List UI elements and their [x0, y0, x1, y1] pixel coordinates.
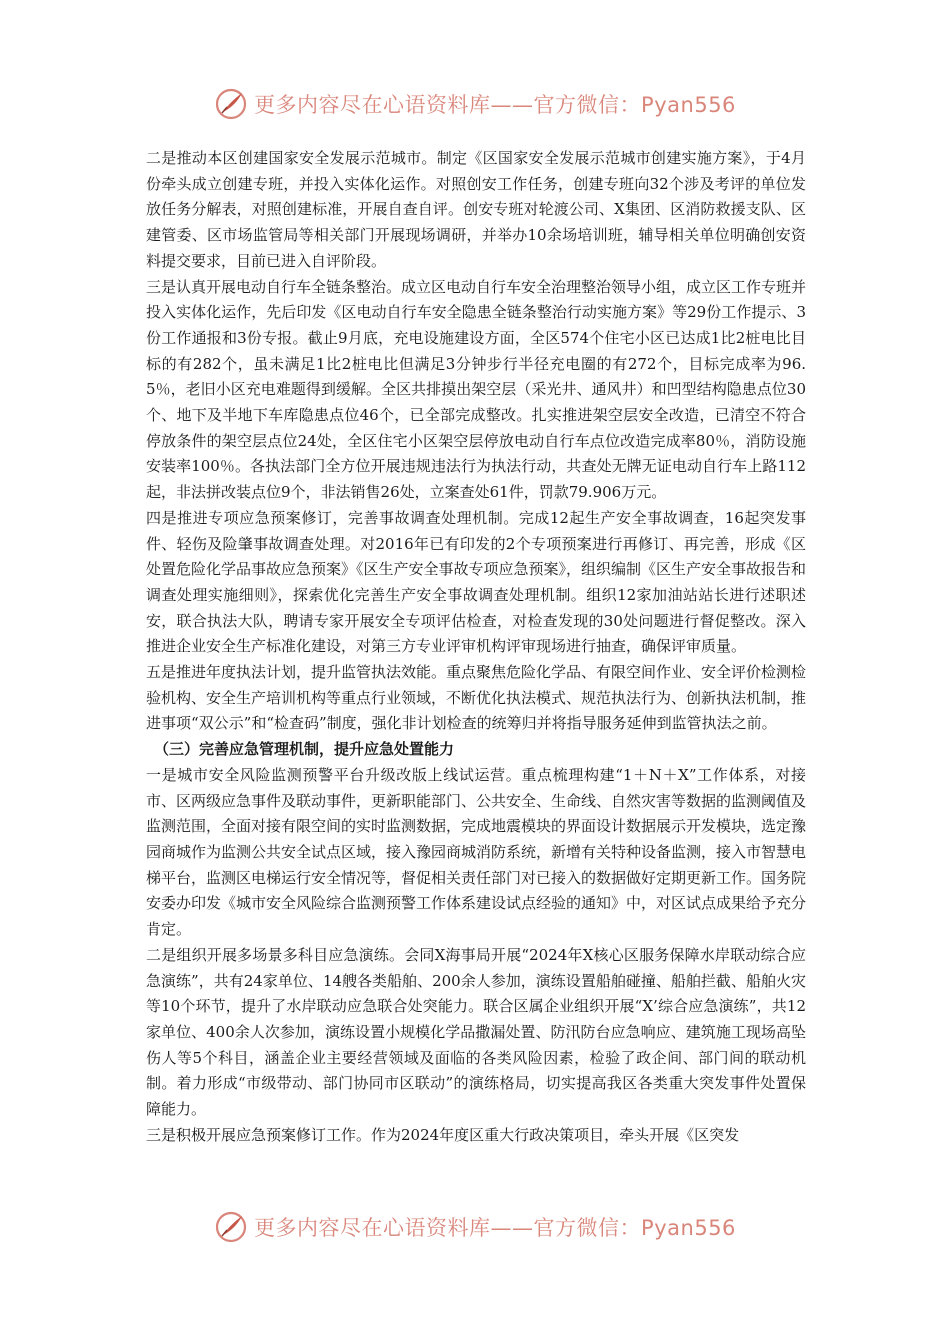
section-heading: （三）完善应急管理机制，提升应急处置能力 — [154, 740, 455, 759]
paragraph: 二是组织开展多场景多科目应急演练。会同X海事局开展“2024年X核心区服务保障水岸联动综合应急演练”，共有24家单位、14艘各类船舶、200余人参加，演练设置船舶碰撞、船舶拦截、船舶火灾等10个环节，提升了水岸联动应急联合处突能力。联合区属企业组织开展“X’综合应急演练”，共12家单位、400余人次参加，演练设置小规模化学品撒漏处置、防汛防台应急响应、建筑施工现场高坠伤人等5个科目，涵盖企业主要经营领域及面临的各类风险因素，检验了政企间、部门间的联动机制。着力形成“市级带动、部门协同市区联动”的演练格局，切实提高我区各类重大突发事件处置保障能力。 — [146, 945, 806, 1119]
quill-pen-icon — [214, 87, 248, 121]
watermark-banner-top — [0, 84, 950, 124]
paragraph: 三是认真开展电动自行车全链条整治。成立区电动自行车安全治理整治领导小组，成立区工作专班并投入实体化运作，先后印发《区电动自行车安全隐患全链条整治行动实施方案》等29份工作提示、3份工作通报和3份专报。截止9月底，充电设施建设方面，全区574个住宅小区已达成1比2桩电比目标的有282个，虽未满足1比2桩电比但满足3分钟步行半径充电圈的有272个，目标完成率为96.5％，老旧小区充电难题得到缓解。全区共排摸出架空层（采光井、通风井）和凹型结构隐患点位30个、地下及半地下车库隐患点位46个，已全部完成整改。扎实推进架空层安全改造，已清空不符合停放条件的架空层点位24处，全区住宅小区架空层停放电动自行车点位改造完成率80％，消防设施安装率100％。各执法部门全方位开展违规违法行为执法行动，共查处无牌无证电动自行车上路112起，非法拼改装点位9个，非法销售26处，立案查处61件，罚款79.906万元。 — [146, 277, 807, 502]
watermark-text: 更多内容尽在心语资料库——官方微信：Pyan556 — [254, 1216, 736, 1240]
paragraph: 四是推进专项应急预案修订，完善事故调查处理机制。完成12起生产安全事故调查，16起突发事件、轻伤及险肇事故调查处理。对2016年已有印发的2个专项预案进行再修订、再完善，形成《区处置危险化学品事故应急预案》《区生产安全事故专项应急预案》，组织编制《区生产安全事故报告和调查处理实施细则》，探索优化完善生产安全事故调查处理机制。组织12家加油站站长进行述职述安，联合执法大队，聘请专家开展安全专项评估检查，对检查发现的30处问题进行督促整改。深入推进企业安全生产标准化建设，对第三方专业评审机构评审现场进行抽查，确保评审质量。 — [146, 508, 807, 656]
document-body — [146, 146, 806, 1148]
paragraph: 一是城市安全风险监测预警平台升级改版上线试运营。重点梳理构建“1＋N＋X”工作体系，对接市、区两级应急事件及联动事件，更新职能部门、公共安全、生命线、自然灾害等数据的监测阈值及监测范围，全面对接有限空间的实时监测数据，完成地震模块的界面设计数据展示开发模块，选定豫园商城作为监测公共安全试点区域，接入豫园商城消防系统，新增有关特种设备监测，接入市智慧电梯平台，监测区电梯运行安全情况等，督促相关责任部门对已接入的数据做好定期更新工作。国务院安委办印发《城市安全风险综合监测预警工作体系建设试点经验的通知》中，对区试点成果给予充分肯定。 — [146, 765, 807, 939]
quill-pen-icon — [214, 1210, 248, 1244]
paragraph: 二是推动本区创建国家安全发展示范城市。制定《区国家安全发展示范城市创建实施方案》，于4月份牵头成立创建专班，并投入实体化运作。对照创安工作任务，创建专班向32个涉及考评的单位发放任务分解表，对照创建标准，开展自查自评。创安专班对轮渡公司、X集团、区消防救援支队、区建管委、区市场监管局等相关部门开展现场调研，并举办10余场培训班，辅导相关单位明确创安资料提交要求，目前已进入自评阶段。 — [146, 149, 806, 270]
paragraph: 三是积极开展应急预案修订工作。作为2024年度区重大行政决策项目，牵头开展《区突发 — [146, 1125, 740, 1144]
watermark-text: 更多内容尽在心语资料库——官方微信：Pyan556 — [254, 93, 736, 117]
watermark-banner-bottom — [0, 1207, 950, 1247]
paragraph: 五是推进年度执法计划，提升监管执法效能。重点聚焦危险化学品、有限空间作业、安全评价检测检验机构、安全生产培训机构等重点行业领域，不断优化执法模式、规范执法行为、创新执法机制，推进事项“双公示”和“检查码”制度，强化非计划检查的统筹归并将指导服务延伸到监管执法之前。 — [146, 663, 807, 733]
